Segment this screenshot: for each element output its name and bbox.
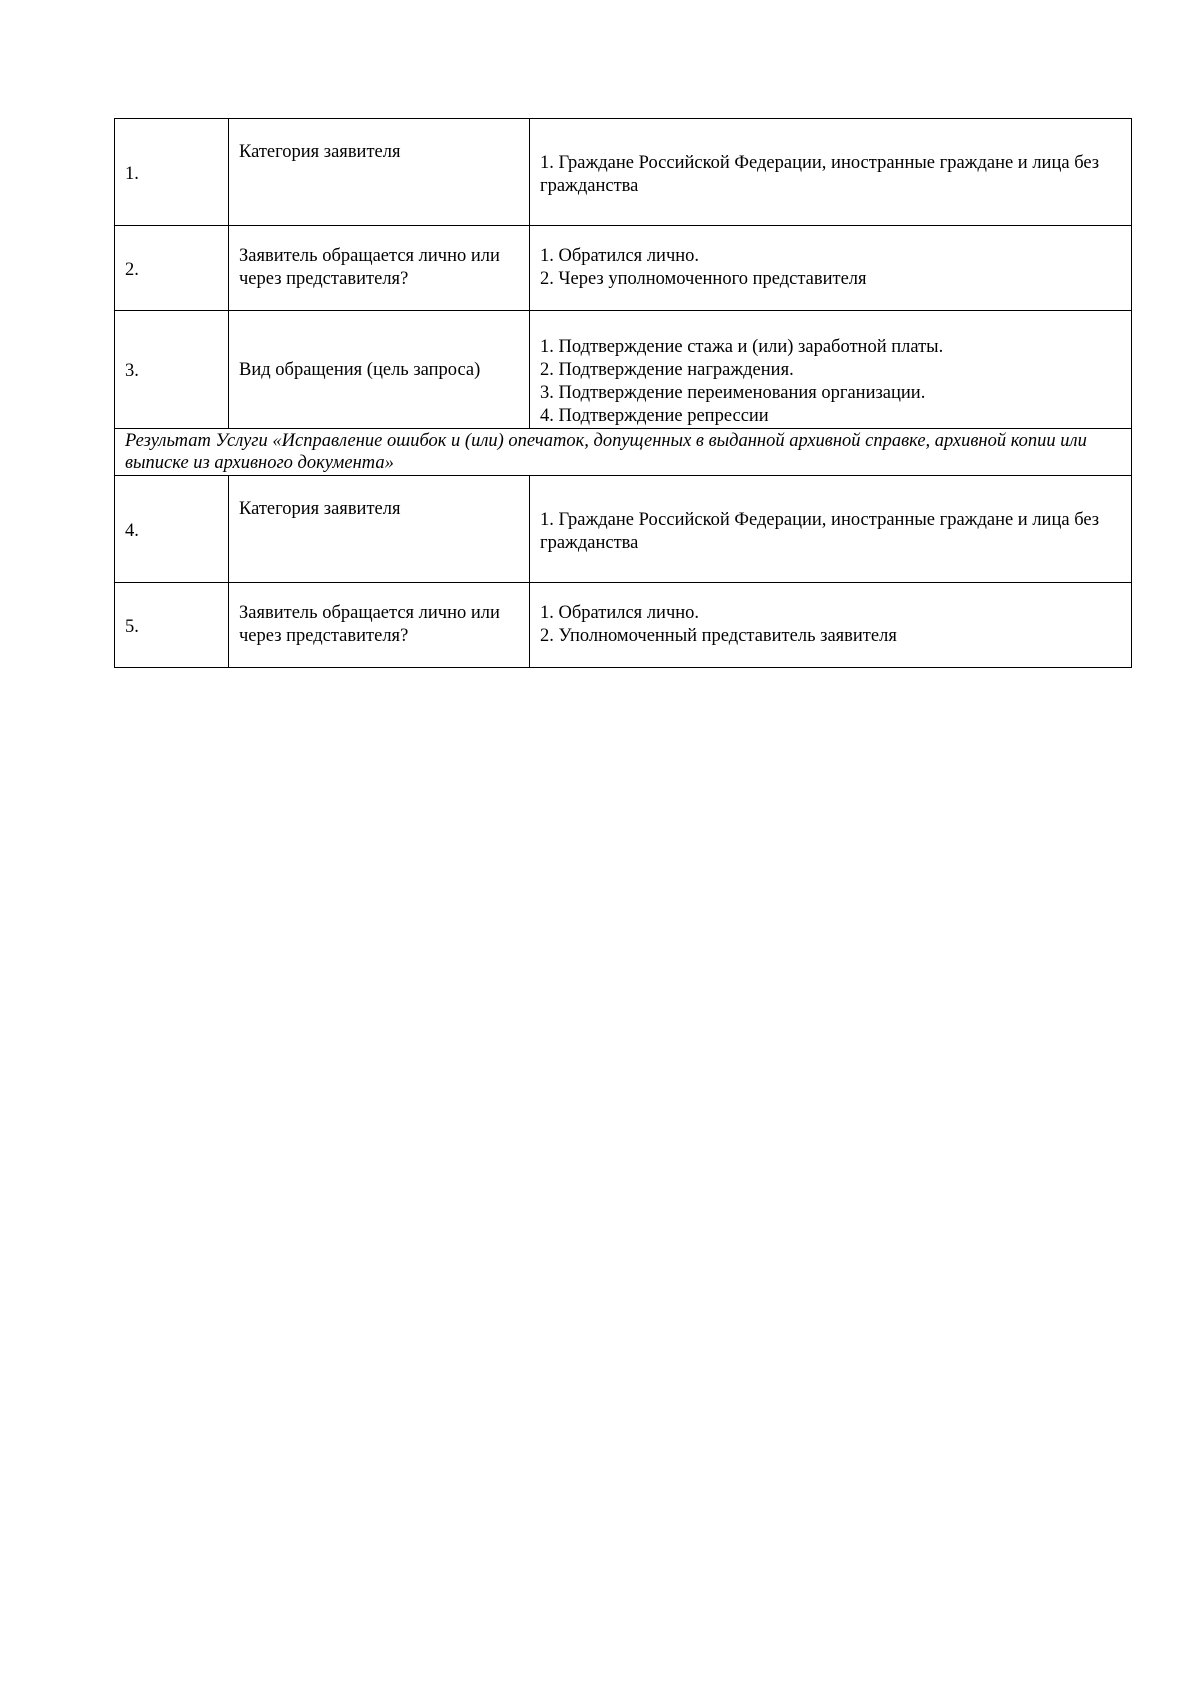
answer-cell: 1. Подтверждение стажа и (или) заработной платы. 2. Подтверждение награждения. 3. Подтверждение переименования организации. 4. Подтверждение репрессии xyxy=(530,311,1132,429)
criteria-table xyxy=(114,118,1132,668)
row-number: 5. xyxy=(115,583,229,668)
table-row xyxy=(115,583,1132,668)
table-row xyxy=(115,226,1132,311)
row-number: 3. xyxy=(115,311,229,429)
answer-cell: 1. Граждане Российской Федерации, иностранные граждане и лица без гражданства xyxy=(530,476,1132,583)
question-cell: Заявитель обращается лично или через представителя? xyxy=(229,226,530,311)
answer-cell: 1. Обратился лично. 2. Через уполномоченного представителя xyxy=(530,226,1132,311)
question-cell: Категория заявителя xyxy=(229,476,530,583)
question-cell: Категория заявителя xyxy=(229,119,530,226)
answer-cell: 1. Обратился лично. 2. Уполномоченный представитель заявителя xyxy=(530,583,1132,668)
question-cell: Вид обращения (цель запроса) xyxy=(229,311,530,429)
table-row xyxy=(115,311,1132,429)
answer-cell: 1. Граждане Российской Федерации, иностранные граждане и лица без гражданства xyxy=(530,119,1132,226)
table-row xyxy=(115,476,1132,583)
result-heading: Результат Услуги «Исправление ошибок и (или) опечаток, допущенных в выданной архивной справке, архивной копии или выписке из архивного документа» xyxy=(115,429,1132,476)
row-number: 1. xyxy=(115,119,229,226)
row-number: 2. xyxy=(115,226,229,311)
row-number: 4. xyxy=(115,476,229,583)
question-cell: Заявитель обращается лично или через представителя? xyxy=(229,583,530,668)
table-row xyxy=(115,119,1132,226)
result-heading-row xyxy=(115,429,1132,476)
